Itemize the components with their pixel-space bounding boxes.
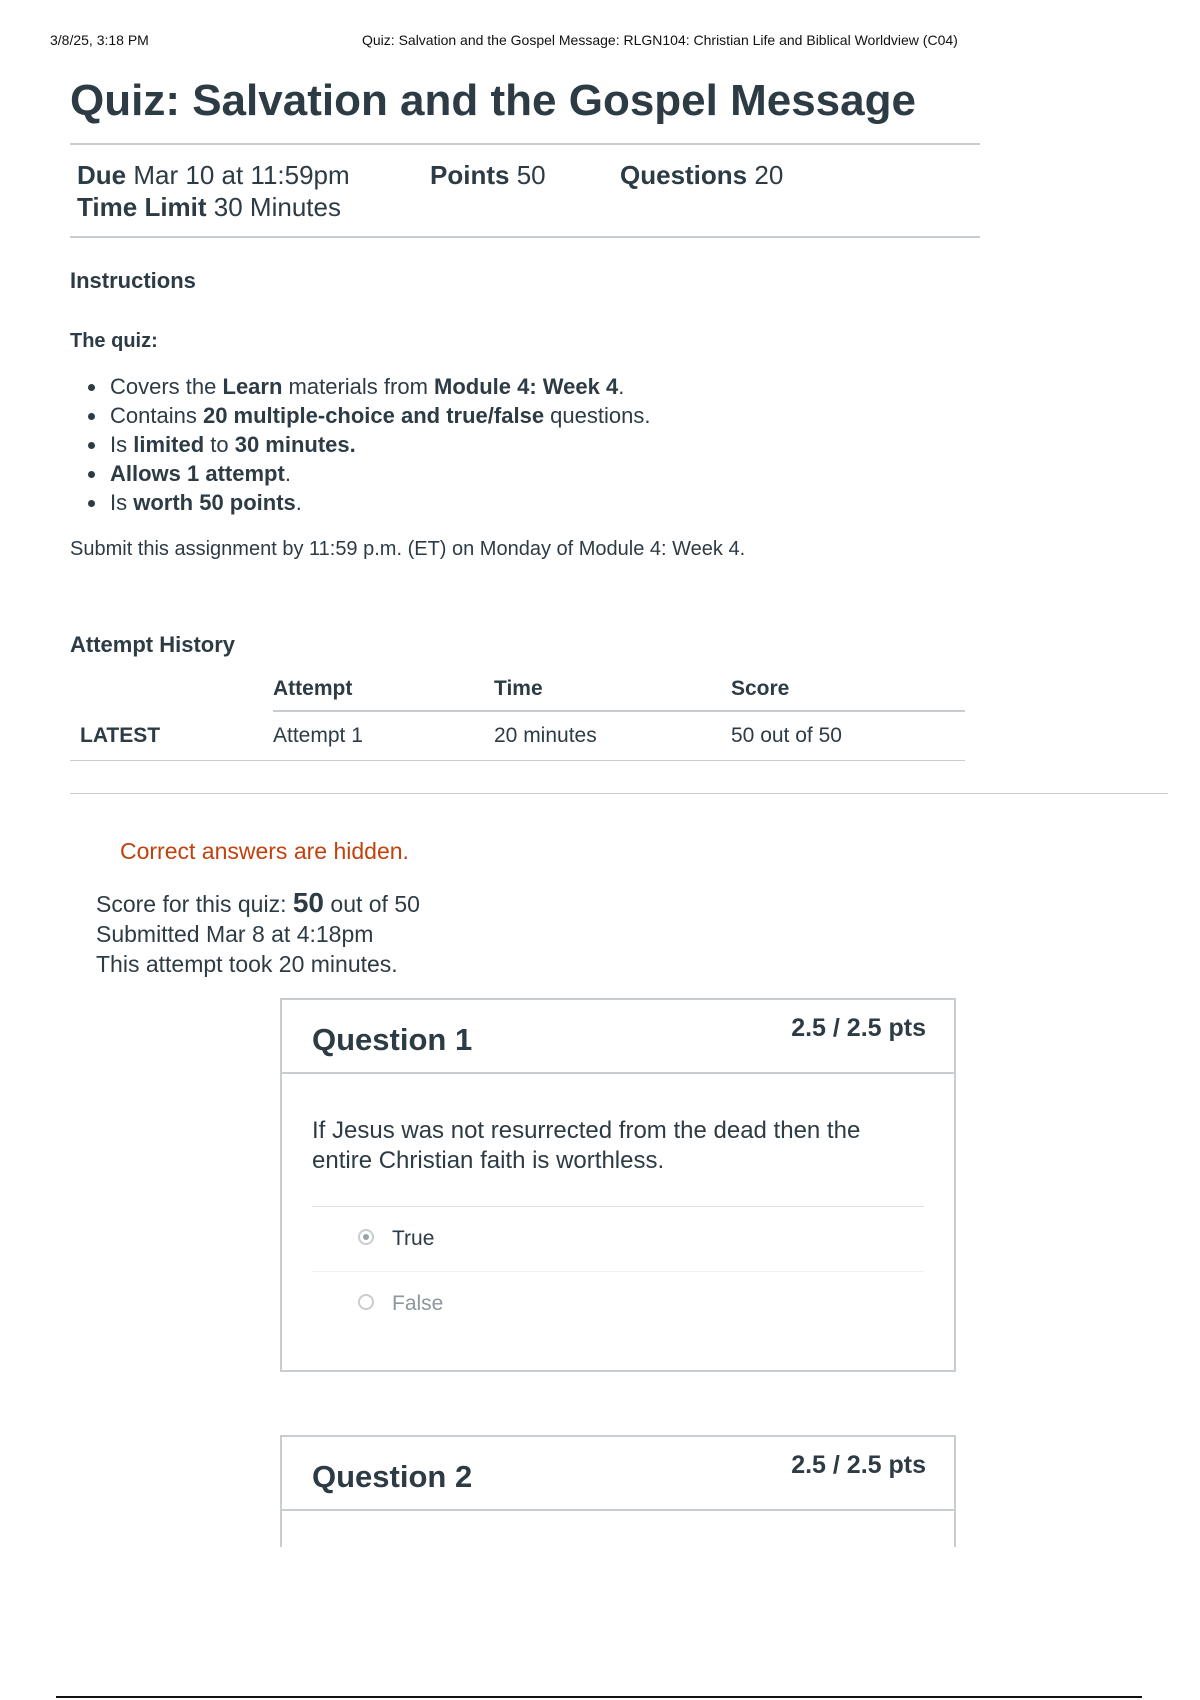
column-header: Time [494, 668, 731, 711]
question-card [280, 1435, 956, 1547]
time-limit: Time Limit 30 Minutes [77, 192, 341, 222]
points: Points 50 [430, 160, 546, 190]
radio-selected-icon [358, 1229, 374, 1245]
list-item: • Is worth 50 points. [108, 488, 650, 517]
answer-label: True [392, 1227, 435, 1250]
table-row [70, 711, 965, 761]
answer-option [312, 1272, 924, 1336]
instructions-heading: Instructions [70, 268, 196, 293]
table-header-row [70, 668, 965, 711]
page-footer-line [56, 1696, 1142, 1698]
title-divider [70, 143, 980, 145]
latest-label: LATEST [70, 711, 273, 761]
question-header [282, 1437, 954, 1511]
submit-deadline: Submit this assignment by 11:59 p.m. (ET) on Monday of Module 4: Week 4. [70, 538, 746, 560]
answer-label: False [392, 1292, 444, 1315]
question-title: Question 1 [312, 1022, 473, 1057]
attempt-time: 20 minutes [494, 711, 731, 761]
print-page-title: Quiz: Salvation and the Gospel Message: RLGN104: Christian Life and Biblical Worldview (C04) [362, 32, 958, 48]
print-header [50, 32, 1150, 52]
attempt-score: 50 out of 50 [731, 711, 965, 761]
column-header [70, 668, 273, 711]
question-card [280, 998, 956, 1372]
attempt-duration: This attempt took 20 minutes. [96, 951, 398, 977]
page-title: Quiz: Salvation and the Gospel Message [70, 76, 916, 125]
instructions-list [80, 372, 650, 517]
list-item: • Allows 1 attempt. [108, 459, 650, 488]
question-title: Question 2 [312, 1459, 473, 1494]
attempt-history-table [70, 668, 965, 761]
question-text: If Jesus was not resurrected from the dead then the entire Christian faith is worthless. [312, 1074, 924, 1207]
answer-option [312, 1207, 924, 1272]
due-date: Due Mar 10 at 11:59pm [77, 160, 350, 190]
question-header [282, 1000, 954, 1074]
quiz-score: Score for this quiz: 50 out of 50 [96, 887, 420, 918]
question-points: 2.5 / 2.5 pts [791, 1451, 926, 1479]
instructions-lead: The quiz: [70, 330, 158, 352]
results-divider [70, 793, 1168, 794]
attempt-history-heading: Attempt History [70, 632, 236, 657]
score-summary [96, 888, 420, 979]
question-count: Questions 20 [620, 160, 784, 190]
answers-hidden-notice: Correct answers are hidden. [120, 838, 409, 864]
list-item: • Contains 20 multiple-choice and true/false questions. [108, 401, 650, 430]
attempt-link[interactable]: Attempt 1 [273, 711, 494, 761]
question-points: 2.5 / 2.5 pts [791, 1014, 926, 1042]
details-divider [70, 236, 980, 238]
column-header: Attempt [273, 668, 494, 711]
submitted-time: Submitted Mar 8 at 4:18pm [96, 921, 374, 947]
radio-empty-icon [358, 1294, 374, 1310]
column-header: Score [731, 668, 965, 711]
list-item: • Is limited to 30 minutes. [108, 430, 650, 459]
list-item: • Covers the Learn materials from Module 4: Week 4. [108, 372, 650, 401]
print-date: 3/8/25, 3:18 PM [50, 32, 149, 48]
